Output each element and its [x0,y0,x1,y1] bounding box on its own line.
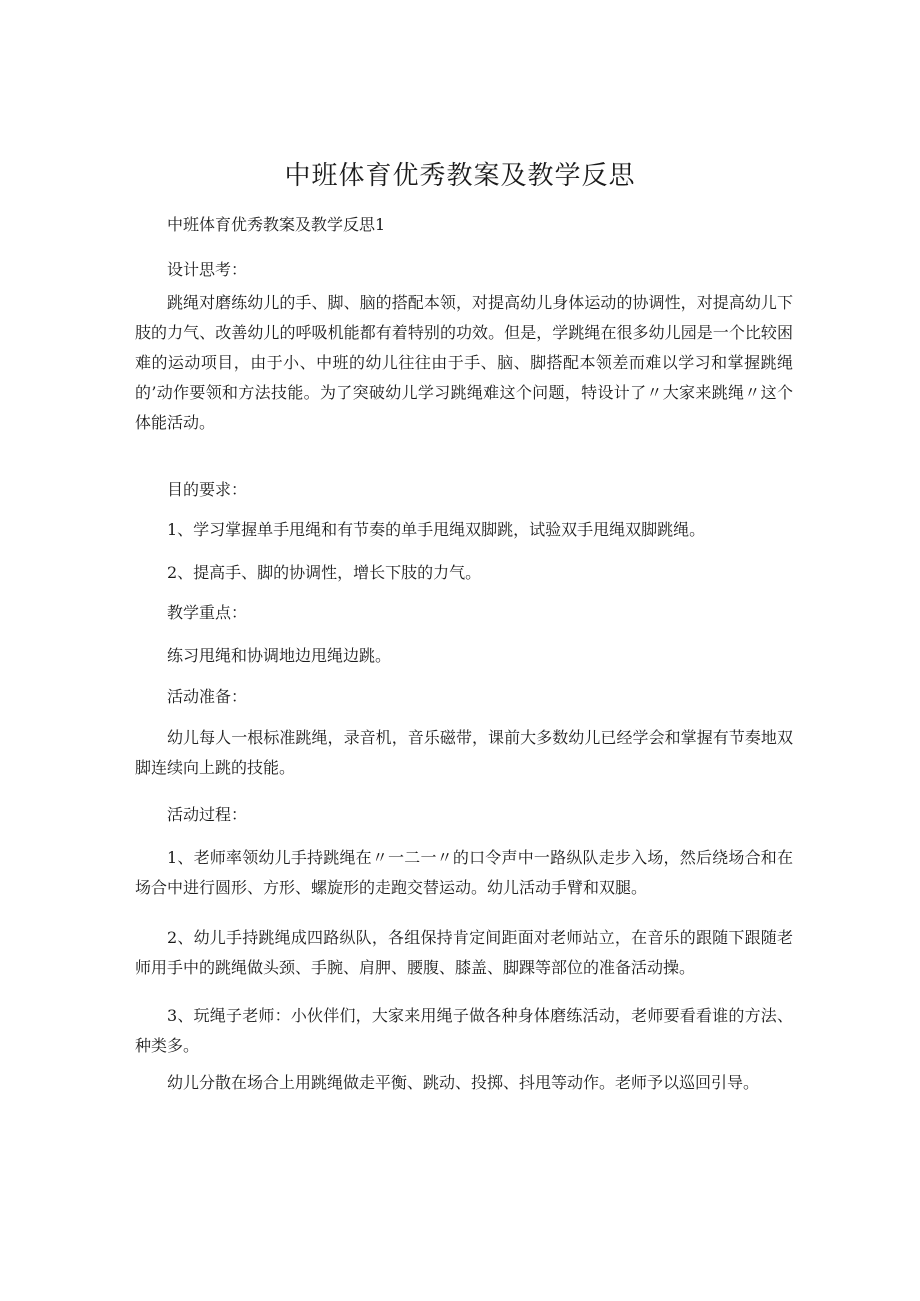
list-item-goal-1: 1、学习掌握单手甩绳和有节奏的单手甩绳双脚跳，试验双手甩绳双脚跳绳。 [167,520,706,539]
paragraph-process-note: 幼儿分散在场合上用跳绳做走平衡、跳动、投掷、抖甩等动作。老师予以巡回引导。 [167,1073,760,1092]
section-heading: 中班体育优秀教案及教学反思1 [167,215,386,234]
list-item-goal-2: 2、提高手、脚的协调性，增长下肢的力气。 [167,563,482,582]
subheading-preparation: 活动准备： [167,687,248,706]
page-title: 中班体育优秀教案及教学反思 [284,161,636,191]
list-item-process-2: 2、幼儿手持跳绳成四路纵队，各组保持肯定间距面对老师站立，在音乐的跟随下跟随老师用手中的跳绳做头颈、手腕、肩胛、腰腹、膝盖、脚踝等部位的准备活动操。 [135,928,793,977]
list-item-process-3: 3、玩绳子老师：小伙伴们，大家来用绳子做各种身体磨练活动，老师要看看谁的方法、种类多。 [135,1006,793,1055]
paragraph-key-points: 练习甩绳和协调地边甩绳边跳。 [167,646,392,665]
list-item-process-1: 1、老师率领幼儿手持跳绳在〃一二一〃的口令声中一路纵队走步入场，然后绕场合和在场合中进行圆形、方形、螺旋形的走跑交替运动。幼儿活动手臂和双腿。 [135,848,793,897]
subheading-design: 设计思考： [167,260,248,279]
subheading-process: 活动过程： [167,805,248,824]
subheading-key-points: 教学重点： [167,603,248,622]
subheading-goals: 目的要求： [167,480,248,499]
paragraph-design-body: 跳绳对磨练幼儿的手、脚、脑的搭配本领，对提高幼儿身体运动的协调性，对提高幼儿下肢的力气、改善幼儿的呼吸机能都有着特别的功效。但是，学跳绳在很多幼儿园是一个比较困难的运动项目，由于小、中班的幼儿往往由于手、脑、脚搭配本领差而难以学习和掌握跳绳的’动作要领和方法技能。为了突破幼儿学习跳绳难这个问题，特设计了〃大家来跳绳〃这个体能活动。 [135,293,793,432]
paragraph-preparation: 幼儿每人一根标准跳绳，录音机，音乐磁带，课前大多数幼儿已经学会和掌握有节奏地双脚连续向上跳的技能。 [135,728,793,777]
